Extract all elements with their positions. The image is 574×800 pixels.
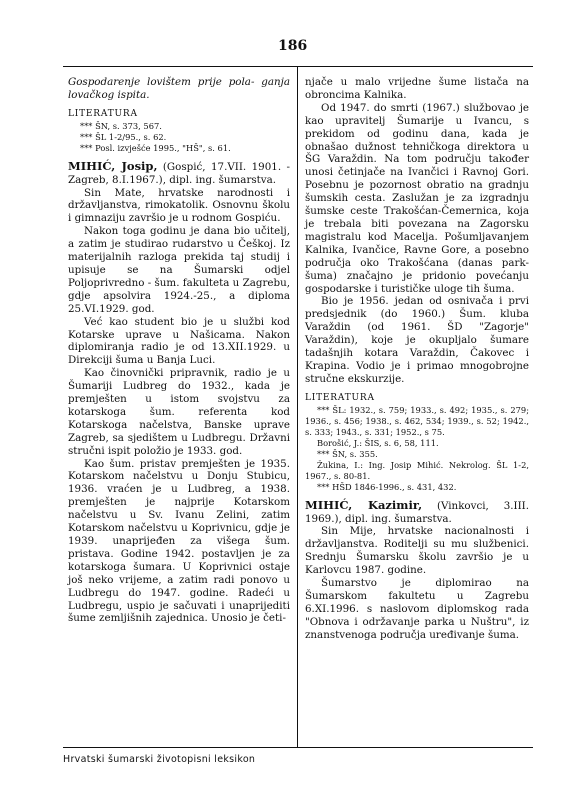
column-divider bbox=[297, 66, 298, 747]
literatura-item: *** Posl. izvješće 1995., "HŠ", s. 61. bbox=[80, 142, 231, 153]
left-column bbox=[68, 76, 290, 625]
entry-header bbox=[305, 499, 529, 526]
entry-name: MIHIĆ, Josip, bbox=[68, 158, 158, 173]
intro-line: ganja lovačkog ispita. bbox=[68, 76, 290, 101]
literatura-heading: LITERATURA bbox=[68, 108, 138, 119]
intro-line: Gospodarenje lovištem prije pola- bbox=[68, 76, 255, 88]
entry-header bbox=[68, 160, 290, 187]
right-column bbox=[305, 76, 529, 642]
footer-text: Hrvatski šumarski životopisni leksikon bbox=[63, 754, 256, 765]
literatura-item: *** HŠD 1846-1996., s. 431, 432. bbox=[317, 481, 457, 492]
entry-header-details: (Gospić, 17.VII. 1901. - Zagreb, 8.I.1967.), dipl. ing. šumarstva. bbox=[68, 160, 291, 186]
literatura-heading: LITERATURA bbox=[305, 392, 375, 403]
paragraph: Već kao student bio je u službi kod Kotarske uprave u Našicama. Nakon diplomiranja radio je od 13.XII.1929. u Direkciji šuma u Banja Luci. bbox=[68, 315, 290, 367]
page-number: 186 bbox=[278, 38, 308, 54]
paragraph: Od 1947. do smrti (1967.) službovao je kao upravitelj Šumarije u Ivancu, s prekidom od godinu dana, kada je obnašao dužnost tehničkoga direktora u ŠG Varaždin. Na tom području također unosi četinjače na Ivančici i Ravnoj Gori. Posebnu je pozornost obratio na gradnju šumskih cesta. Zaslužan je za izgradnju šumske ceste Trakošćan-Čemernica, koja je trebala biti povezana na Zagorsku magistralu kod Macelja. Pošumljavanjem Kalnika, Ivančice, Ravne Gore, a posebno područja oko Trakošćana (danas park-šuma) značajno je pridonio povećanju gospodarske i turističke uloge tih šuma. bbox=[305, 101, 529, 295]
entry-header-details: (Vinkovci, 3.III. 1969.), dipl. ing. šumarstva. bbox=[305, 499, 530, 525]
entry-name: MIHIĆ, Kazimir, bbox=[305, 497, 423, 512]
intro-text bbox=[68, 76, 290, 102]
paragraph: Nakon toga godinu je dana bio učitelj, a zatim je studirao rudarstvo u Češkoj. Iz materijalnih razloga prekida taj studij i upisuje se na Šumarski odjel Poljoprivredno - šum. fakulteta u Zagrebu, gdje apsolvira 1924.-25., a diploma 25.VI.1929. god. bbox=[68, 225, 290, 315]
paragraph: Sin Mate, hrvatske narodnosti i državljanstva, rimokatolik. Osnovnu školu i gimnaziju završio je u rodnom Gospiću. bbox=[68, 186, 290, 225]
paragraph: Kao šum. pristav premješten je 1935. Kotarskom načelstvu u Donju Stubicu, 1936. vraćen je u Ludbreg, a 1938. premješten je najprije Kotarskom načelstvu u Sv. Ivanu Zelini, zatim Kotarskom načelstvu u Koprivnicu, gdje je 1939. unaprijeđen za višega šum. pristava. Godine 1942. postavljen je za kotarskoga šumara. U Koprivnici ostaje još neko vrijeme, a zatim radi ponovo u Ludbregu do 1947. godine. Radeći u Ludbregu, uspio je sačuvati i unaprijediti šume zemljišnih zajednica. Unosio je četi- bbox=[68, 457, 290, 625]
paragraph: Sin Mije, hrvatske nacionalnosti i državljanstva. Roditelji su mu službenici. Srednju Šumarsku školu završio je u Karlovcu 1987. godine. bbox=[305, 525, 529, 577]
literatura-item: *** ŠN, s. 355. bbox=[317, 448, 378, 459]
literatura-item: Žukina, I.: Ing. Josip Mihić. Nekrolog. ŠL 1-2, 1967., s. 80-81. bbox=[305, 459, 529, 481]
paragraph: njače u malo vrijedne šume listača na obroncima Kalnika. bbox=[305, 76, 529, 101]
paragraph: Šumarstvo je diplomirao na Šumarskom fakultetu u Zagrebu 6.XI.1996. s naslovom diplomskog rada "Obnova i održavanje parka u Nuštru", iz znanstvenoga područja uređivanje šuma. bbox=[305, 577, 529, 641]
paragraph: Kao činovnički pripravnik, radio je u Šumariji Ludbreg do 1932., kada je premješten u istom svojstvu za kotarskoga šum. referenta kod Kotarskoga načelstva, Banske uprave Zagreb, sa sjedištem u Ludbregu. Državni stručni ispit položio je 1933. god. bbox=[68, 367, 290, 457]
literatura-item: *** ŠL 1-2/95., s. 62. bbox=[80, 131, 167, 142]
paragraph: Bio je 1956. jedan od osnivača i prvi predsjednik (do 1960.) Šum. kluba Varaždin (od 1961. ŠD "Zagorje" Varaždin), koje je okupljalo šumare tadašnjih kotara Varaždin, Čakovec i Krapina. Vodio je i primao mnogobrojne stručne ekskurzije. bbox=[305, 295, 529, 385]
literatura-item: Borošić, J.: ŠIS, s. 6, 58, 111. bbox=[317, 437, 439, 448]
header-rule bbox=[63, 66, 533, 67]
literatura-item: *** ŠN, s. 373, 567. bbox=[80, 120, 162, 131]
footer-rule bbox=[63, 747, 533, 748]
literatura-item: *** ŠL: 1932., s. 759; 1933., s. 492; 1935., s. 279; 1936., s. 456; 1938., s. 462, 534; 1939., s. 52; 1942., s. 333; 1943., s. 331; 1952., s 75. bbox=[305, 404, 529, 437]
